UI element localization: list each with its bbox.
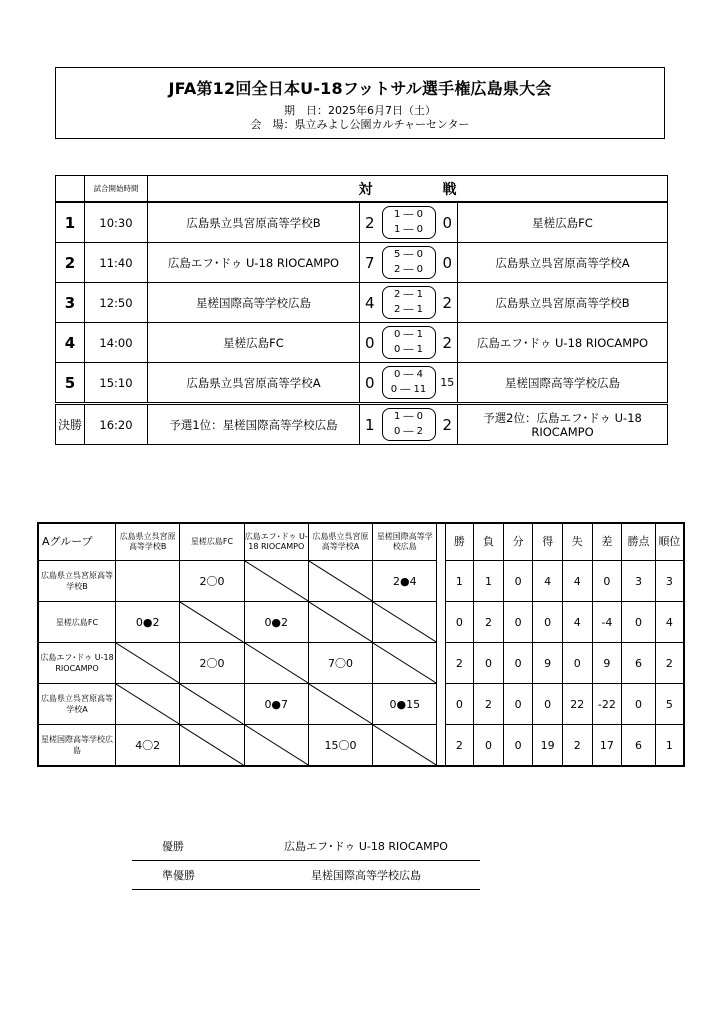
- stat-value: 0: [445, 602, 474, 643]
- match-result: 2〇0: [199, 575, 225, 588]
- stat-value: 5: [655, 684, 684, 725]
- match-number: 3: [56, 283, 85, 323]
- match-result: 0●15: [389, 697, 421, 711]
- stat-value: 0: [533, 684, 563, 725]
- league-header-row: [38, 523, 684, 561]
- match-result-cell: [116, 725, 180, 767]
- stat-value: -22: [592, 684, 622, 725]
- half-scores: [380, 202, 438, 243]
- score-a: 0: [360, 323, 380, 363]
- match-row: [56, 243, 668, 283]
- stat-value: 0: [503, 643, 533, 684]
- row-team: 広島エフ･ドゥ U-18 RIOCAMPO: [38, 643, 116, 684]
- match-result-cell: [180, 602, 244, 643]
- half-scores: [380, 404, 438, 445]
- diagonal-line: [245, 643, 308, 683]
- diagonal-line: [116, 643, 179, 683]
- header-num: [56, 176, 85, 203]
- match-result: 0●2: [135, 615, 160, 629]
- stat-header: 負: [474, 523, 504, 561]
- col-team: 広島県立呉宮原高等学校A: [308, 523, 372, 561]
- score-b: 2: [438, 323, 458, 363]
- stat-value: 0: [592, 561, 622, 602]
- match-result-cell: [308, 725, 372, 767]
- stat-value: 2: [655, 643, 684, 684]
- match-result-cell: [180, 643, 244, 684]
- match-result: 7〇0: [328, 657, 354, 670]
- match-result-cell: [116, 684, 180, 725]
- score-b: 2: [438, 404, 458, 445]
- match-result-cell: [373, 561, 437, 602]
- stat-header: 勝点: [622, 523, 656, 561]
- second-half: 2 ― 1: [393, 304, 424, 316]
- match-result-cell: [244, 684, 308, 725]
- match-time: 14:00: [85, 323, 148, 363]
- runner-up-team: 星槎国際高等学校広島: [311, 869, 421, 882]
- match-result: 0●2: [264, 615, 289, 629]
- page-title: JFA第12回全日本U-18フットサル選手権広島県大会: [168, 79, 552, 98]
- match-result: 4〇2: [135, 739, 161, 752]
- gap: [437, 523, 445, 561]
- match-row: [56, 323, 668, 363]
- second-half: 0 ― 2: [393, 426, 424, 438]
- match-number: 1: [56, 202, 85, 243]
- stat-value: 0: [622, 602, 656, 643]
- runner-up-label: 準優勝: [162, 869, 195, 882]
- team-a: 広島エフ･ドゥ U-18 RIOCAMPO: [148, 243, 360, 283]
- col-team: 広島エフ･ドゥ U-18 RIOCAMPO: [244, 523, 308, 561]
- diagonal-line: [245, 561, 308, 601]
- gap: [437, 602, 445, 643]
- venue-line: 会 場：県立みよし公園カルチャーセンター: [250, 118, 470, 131]
- stat-header: 分: [503, 523, 533, 561]
- match-result-cell: [116, 561, 180, 602]
- team-b: 広島県立呉宮原高等学校A: [458, 243, 668, 283]
- col-team: 広島県立呉宮原高等学校B: [116, 523, 180, 561]
- stat-value: 3: [622, 561, 656, 602]
- stat-value: -4: [592, 602, 622, 643]
- first-half: 2 ― 1: [393, 288, 424, 300]
- match-result-cell: [244, 602, 308, 643]
- match-result-cell: [373, 684, 437, 725]
- stat-value: 4: [562, 602, 592, 643]
- col-team: 星槎国際高等学校広島: [373, 523, 437, 561]
- match-number: 4: [56, 323, 85, 363]
- diagonal-line: [309, 684, 372, 724]
- stat-value: 0: [474, 725, 504, 767]
- match-result-cell: [180, 684, 244, 725]
- diagonal-line: [245, 725, 308, 765]
- stat-header: 差: [592, 523, 622, 561]
- stat-value: 0: [562, 643, 592, 684]
- team-b: 予選2位：広島エフ･ドゥ U-18 RIOCAMPO: [458, 404, 668, 445]
- match-result: 15〇0: [324, 739, 357, 752]
- gap: [437, 684, 445, 725]
- match-number: 5: [56, 363, 85, 404]
- stat-value: 0: [445, 684, 474, 725]
- stat-value: 9: [533, 643, 563, 684]
- gap: [437, 561, 445, 602]
- col-team: 星槎広島FC: [180, 523, 244, 561]
- league-row: [38, 643, 684, 684]
- score-b: 0: [438, 243, 458, 283]
- stat-header: 得: [533, 523, 563, 561]
- score-a: 2: [360, 202, 380, 243]
- team-b: 広島県立呉宮原高等学校B: [458, 283, 668, 323]
- match-row: [56, 363, 668, 404]
- row-team: 広島県立呉宮原高等学校A: [38, 684, 116, 725]
- team-a: 予選1位：星槎国際高等学校広島: [148, 404, 360, 445]
- match-number: 決勝: [56, 404, 85, 445]
- match-result-cell: [180, 561, 244, 602]
- team-a: 広島県立呉宮原高等学校A: [148, 363, 360, 404]
- stat-value: 1: [474, 561, 504, 602]
- match-result-cell: [373, 643, 437, 684]
- stat-value: 4: [533, 561, 563, 602]
- match-result: 2●4: [393, 574, 417, 588]
- match-result-cell: [244, 561, 308, 602]
- half-scores: [380, 323, 438, 363]
- diagonal-line: [373, 602, 436, 642]
- team-a: 星槎広島FC: [148, 323, 360, 363]
- stat-value: 2: [562, 725, 592, 767]
- match-time: 15:10: [85, 363, 148, 404]
- winner-team: 広島エフ･ドゥ U-18 RIOCAMPO: [284, 840, 448, 853]
- match-row: [56, 202, 668, 243]
- gap: [437, 643, 445, 684]
- match-result-cell: [180, 725, 244, 767]
- stat-header: 失: [562, 523, 592, 561]
- stat-value: 2: [445, 725, 474, 767]
- gap: [437, 725, 445, 767]
- score-b: 0: [438, 202, 458, 243]
- stat-value: 0: [503, 684, 533, 725]
- first-half: 0 ― 1: [393, 328, 424, 340]
- league-table: [37, 522, 685, 767]
- stat-value: 2: [474, 684, 504, 725]
- stat-value: 17: [592, 725, 622, 767]
- score-a: 0: [360, 363, 380, 404]
- header-vs: 対戦: [148, 176, 668, 203]
- match-result-cell: [308, 561, 372, 602]
- match-number: 2: [56, 243, 85, 283]
- diagonal-line: [180, 725, 243, 765]
- diagonal-line: [309, 602, 372, 642]
- stat-value: 22: [562, 684, 592, 725]
- stat-header: 順位: [655, 523, 684, 561]
- diagonal-line: [309, 561, 372, 601]
- score-a: 1: [360, 404, 380, 445]
- match-result-cell: [308, 602, 372, 643]
- match-result-cell: [308, 684, 372, 725]
- match-time: 10:30: [85, 202, 148, 243]
- half-scores: [380, 243, 438, 283]
- group-label: Aグループ: [38, 523, 116, 561]
- row-team: 広島県立呉宮原高等学校B: [38, 561, 116, 602]
- stat-value: 4: [562, 561, 592, 602]
- stat-value: 0: [503, 602, 533, 643]
- stat-value: 1: [655, 725, 684, 767]
- first-half: 5 ― 0: [393, 248, 424, 260]
- match-result-cell: [244, 643, 308, 684]
- team-a: 星槎国際高等学校広島: [148, 283, 360, 323]
- second-half: 0 ― 1: [393, 344, 424, 356]
- stat-value: 0: [474, 643, 504, 684]
- diagonal-line: [180, 684, 243, 724]
- match-result-cell: [116, 602, 180, 643]
- half-scores: [380, 363, 438, 404]
- match-row: [56, 283, 668, 323]
- half-scores: [380, 283, 438, 323]
- stat-value: 0: [533, 602, 563, 643]
- league-row: [38, 561, 684, 602]
- stat-value: 0: [503, 725, 533, 767]
- schedule-table: [55, 175, 668, 445]
- stat-value: 1: [445, 561, 474, 602]
- final-match-row: [56, 404, 668, 445]
- second-half: 2 ― 0: [393, 264, 424, 276]
- score-b: 15: [438, 363, 458, 404]
- team-b: 星槎広島FC: [458, 202, 668, 243]
- match-result-cell: [308, 643, 372, 684]
- row-team: 星槎広島FC: [38, 602, 116, 643]
- stat-value: 6: [622, 643, 656, 684]
- stat-header: 勝: [445, 523, 474, 561]
- stat-value: 2: [474, 602, 504, 643]
- league-row: [38, 684, 684, 725]
- second-half: 1 ― 0: [393, 224, 424, 236]
- match-result-cell: [116, 643, 180, 684]
- final-results: [132, 832, 480, 890]
- date-line: 期 日：2025年6月7日（土）: [284, 104, 436, 117]
- match-result-cell: [373, 602, 437, 643]
- match-time: 16:20: [85, 404, 148, 445]
- stat-value: 19: [533, 725, 563, 767]
- diagonal-line: [373, 643, 436, 683]
- stat-value: 4: [655, 602, 684, 643]
- score-b: 2: [438, 283, 458, 323]
- match-time: 11:40: [85, 243, 148, 283]
- match-time: 12:50: [85, 283, 148, 323]
- team-b: 星槎国際高等学校広島: [458, 363, 668, 404]
- second-half: 0 ― 11: [390, 384, 427, 396]
- match-result-cell: [373, 725, 437, 767]
- team-a: 広島県立呉宮原高等学校B: [148, 202, 360, 243]
- first-half: 1 ― 0: [393, 410, 424, 422]
- league-row: [38, 725, 684, 767]
- diagonal-line: [116, 684, 179, 724]
- match-result: 0●7: [264, 697, 289, 711]
- diagonal-line: [373, 725, 436, 765]
- winner-label: 優勝: [162, 840, 184, 853]
- stat-value: 2: [445, 643, 474, 684]
- match-result-cell: [244, 725, 308, 767]
- winner-row: [132, 832, 480, 861]
- team-b: 広島エフ･ドゥ U-18 RIOCAMPO: [458, 323, 668, 363]
- stat-value: 0: [503, 561, 533, 602]
- diagonal-line: [180, 602, 243, 642]
- stat-value: 9: [592, 643, 622, 684]
- stat-value: 0: [622, 684, 656, 725]
- row-team: 星槎国際高等学校広島: [38, 725, 116, 767]
- match-result: 2〇0: [199, 657, 225, 670]
- score-a: 7: [360, 243, 380, 283]
- score-a: 4: [360, 283, 380, 323]
- first-half: 0 ― 4: [393, 368, 424, 380]
- stat-value: 3: [655, 561, 684, 602]
- stat-value: 6: [622, 725, 656, 767]
- title-box: [55, 67, 665, 139]
- header-time: 試合開始時間: [85, 176, 148, 203]
- league-row: [38, 602, 684, 643]
- first-half: 1 ― 0: [393, 208, 424, 220]
- runner-up-row: [132, 861, 480, 890]
